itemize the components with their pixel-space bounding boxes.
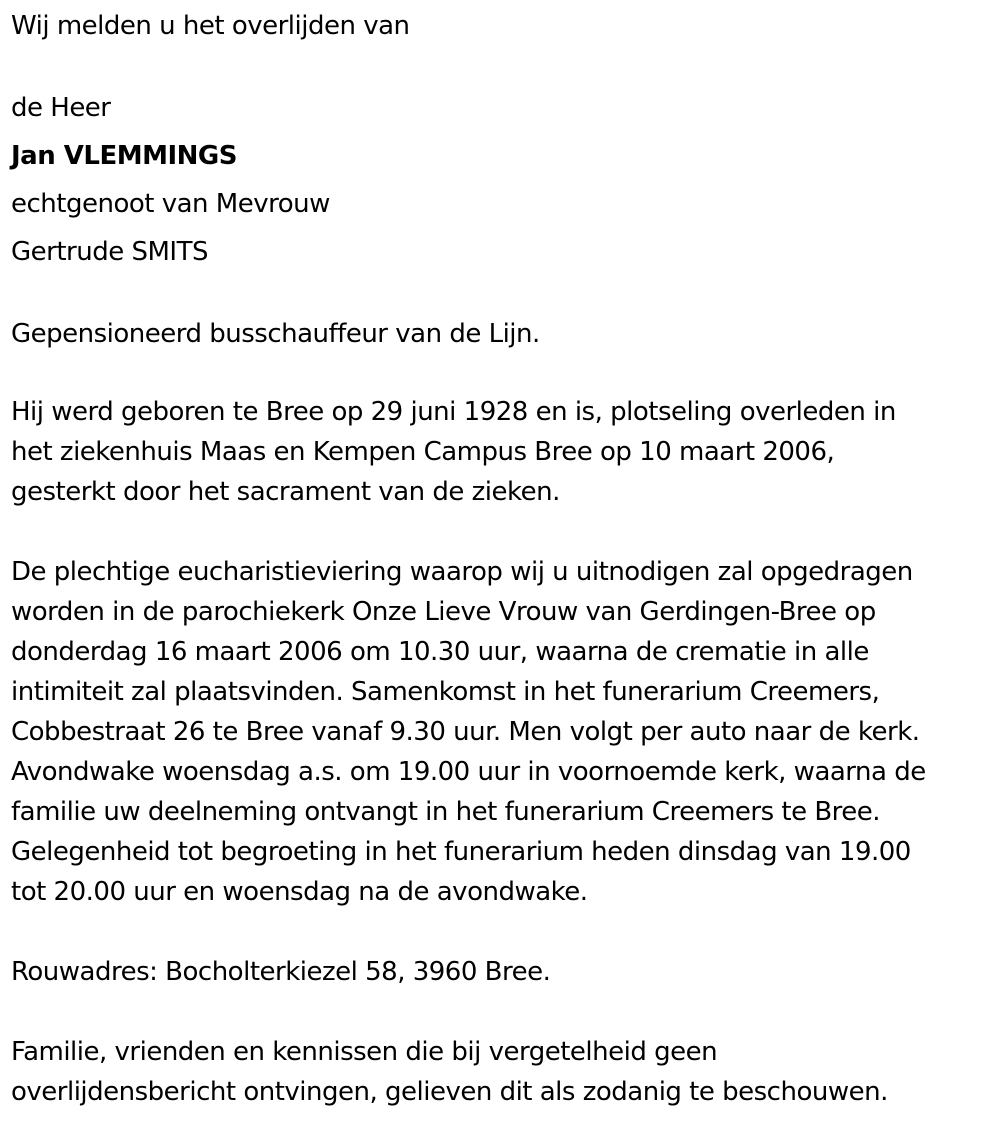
paragraph-line: De plechtige eucharistieviering waarop wij u uitnodigen zal opgedragen [11, 557, 913, 587]
spacer [11, 50, 996, 84]
occupation-text: Gepensioneerd busschauffeur van de Lijn. [11, 319, 540, 349]
paragraph-line: Cobbestraat 26 te Bree vanaf 9.30 uur. Men volgt per auto naar de kerk. [11, 717, 920, 747]
mourning-address: Rouwadres: Bocholterkiezel 58, 3960 Bree. [11, 957, 551, 987]
ceremony-paragraph [11, 552, 996, 912]
paragraph-line: gesterkt door het sacrament van de zieken. [11, 477, 560, 507]
paragraph-line: tot 20.00 uur en woensdag na de avondwake. [11, 877, 588, 907]
deceased-name: Jan VLEMMINGS [11, 141, 237, 171]
paragraph-line: Familie, vrienden en kennissen die bij vergetelheid geen [11, 1037, 718, 1067]
paragraph-line: intimiteit zal plaatsvinden. Samenkomst in het funerarium Creemers, [11, 677, 880, 707]
closing-paragraph [11, 1032, 996, 1112]
spouse-label: echtgenoot van Mevrouw [11, 189, 330, 219]
spacer [11, 358, 996, 392]
paragraph-line: familie uw deelneming ontvangt in het funerarium Creemers te Bree. [11, 797, 881, 827]
paragraph-line: donderdag 16 maart 2006 om 10.30 uur, waarna de crematie in alle [11, 637, 869, 667]
paragraph-line: Hij werd geboren te Bree op 29 juni 1928 en is, plotseling overleden in [11, 397, 896, 427]
spacer [11, 276, 996, 310]
honorific: de Heer [11, 93, 111, 123]
obituary-document [11, 0, 996, 1112]
spacer [11, 992, 996, 1032]
paragraph-line: overlijdensbericht ontvingen, gelieven dit als zodanig te beschouwen. [11, 1077, 888, 1107]
spacer [11, 912, 996, 952]
paragraph-line: Avondwake woensdag a.s. om 19.00 uur in voornoemde kerk, waarna de [11, 757, 926, 787]
birth-paragraph [11, 392, 996, 512]
intro-text: Wij melden u het overlijden van [11, 11, 410, 41]
paragraph-line: het ziekenhuis Maas en Kempen Campus Bree op 10 maart 2006, [11, 437, 835, 467]
paragraph-line: Gelegenheid tot begroeting in het funerarium heden dinsdag van 19.00 [11, 837, 911, 867]
spacer [11, 512, 996, 552]
spouse-name: Gertrude SMITS [11, 237, 208, 267]
paragraph-line: worden in de parochiekerk Onze Lieve Vrouw van Gerdingen-Bree op [11, 597, 876, 627]
